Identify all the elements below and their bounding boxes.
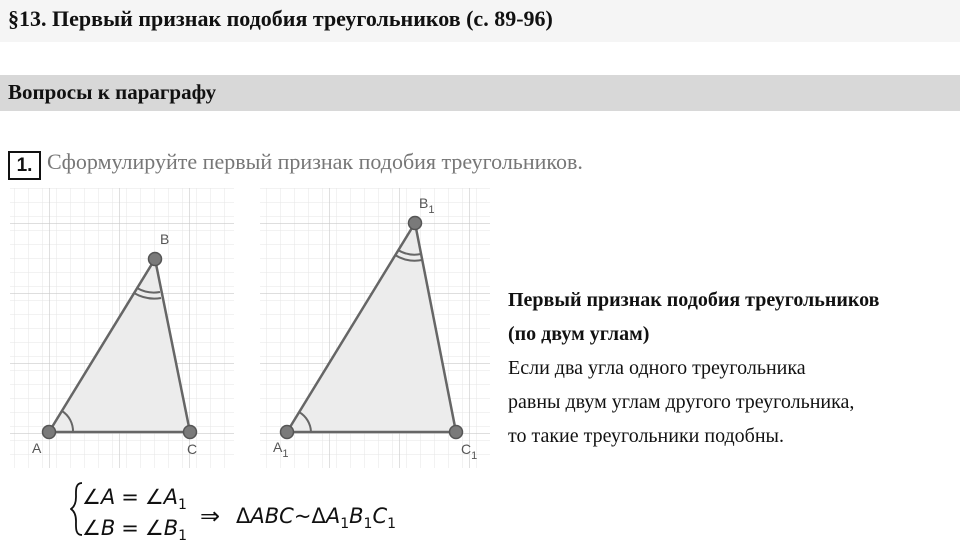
implies-symbol: ⇒: [200, 502, 221, 530]
label-a1: $A_1$: [273, 439, 289, 460]
label-c: C: [187, 441, 198, 457]
triangles-figure: [10, 188, 490, 468]
vertex-a: [43, 426, 56, 439]
section-title: Вопросы к параграфу: [8, 80, 217, 104]
title-bar: [0, 0, 960, 42]
theorem-title-line2: (по двум углам): [508, 323, 650, 345]
theorem-block: [508, 283, 958, 453]
label-b: B: [160, 231, 170, 247]
section-bar: [0, 75, 960, 111]
label-b1: $B_1$: [419, 195, 435, 216]
label-c1: $C_1$: [461, 441, 478, 462]
theorem-body-line2: равны двум углам другого треугольника,: [508, 391, 855, 413]
label-a: A: [32, 440, 42, 456]
question-number: 1.: [8, 151, 41, 180]
formula-line2: ∠B = $\angle B_1$: [82, 516, 188, 543]
system-brace: [71, 483, 82, 535]
vertex-b: [149, 253, 162, 266]
page-title: §13. Первый признак подобия треугольников (с. 89-96): [8, 6, 553, 31]
vertex-c: [184, 426, 197, 439]
theorem-title-line1: Первый признак подобия треугольников: [508, 289, 880, 311]
formula: [70, 477, 430, 543]
theorem-body-line1: Если два угла одного треугольника: [508, 357, 806, 379]
formula-similarity: $\Delta ABC\sim\Delta A_1B_1C_1$: [236, 504, 397, 532]
vertex-b1: [409, 217, 422, 230]
theorem-body-line3: то такие треугольники подобны.: [508, 425, 784, 447]
formula-line1: ∠A = $\angle A_1$: [82, 485, 187, 513]
vertex-a1: [281, 426, 294, 439]
question-text: Сформулируйте первый признак подобия треугольников.: [47, 149, 583, 174]
vertex-c1: [450, 426, 463, 439]
